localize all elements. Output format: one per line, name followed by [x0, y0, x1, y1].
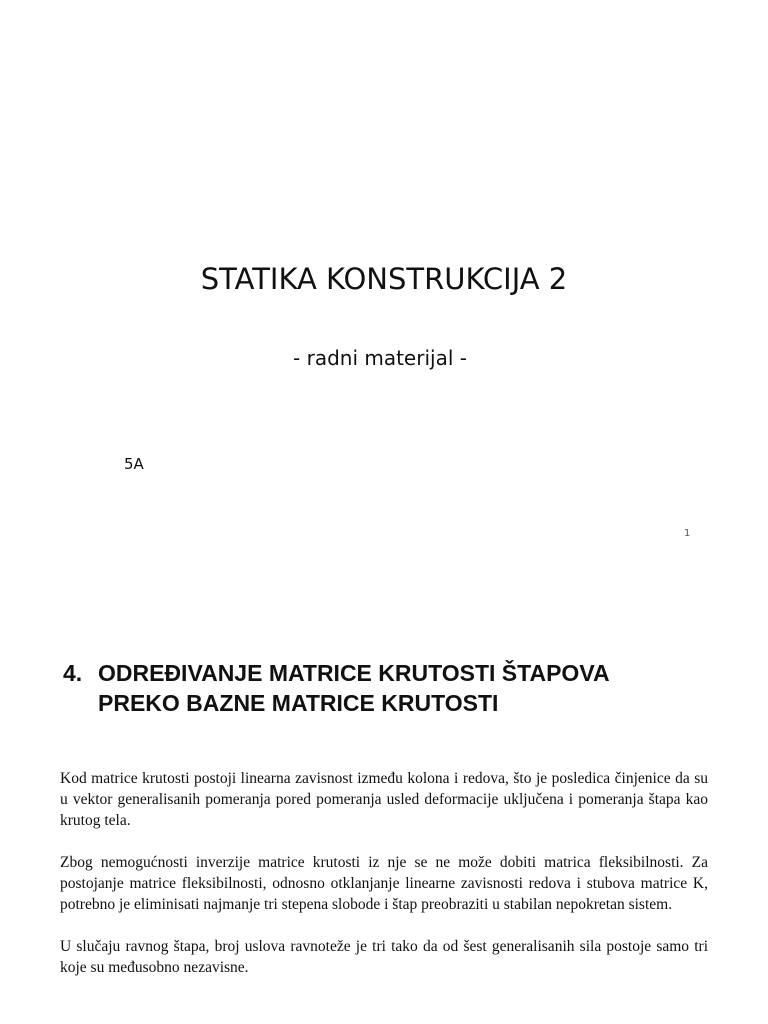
section-title-line-2: PREKO BAZNE MATRICE KRUTOSTI [98, 690, 499, 716]
document-title: STATIKA KONSTRUKCIJA 2 [200, 262, 568, 296]
section-title-line-1: ODREĐIVANJE MATRICE KRUTOSTI ŠTAPOVA [98, 660, 610, 686]
lesson-code: 5A [124, 455, 144, 473]
section-heading [63, 658, 723, 718]
paragraph: Kod matrice krutosti postoji linearna zavisnost između kolona i redova, što je posledica činjenice da su u vektor generalisanih pomeranja pored pomeranja usled deformacije uključena i pomeranja štapa kao krutog tela. [60, 770, 708, 829]
paragraph: Zbog nemogućnosti inverzije matrice krutosti iz nje se ne može dobiti matrica fleksibilnosti. Za postojanje matrice fleksibilnosti, odnosno otklanjanje linearne zavisnosti redova i stubova matrice K, potrebno je eliminisati najmanje tri stepena slobode i štap preobraziti u stabilan nepokretan sistem. [60, 854, 708, 913]
section-title [98, 658, 723, 718]
section-number: 4. [63, 660, 83, 686]
page-number: 1 [684, 528, 691, 539]
body-text [60, 768, 708, 999]
paragraph: U slučaju ravnog štapa, broj uslova ravnoteže je tri tako da od šest generalisanih sila postoje samo tri koje su međusobno nezavisne. [60, 938, 708, 976]
document-subtitle: - radni materijal - [293, 346, 467, 370]
